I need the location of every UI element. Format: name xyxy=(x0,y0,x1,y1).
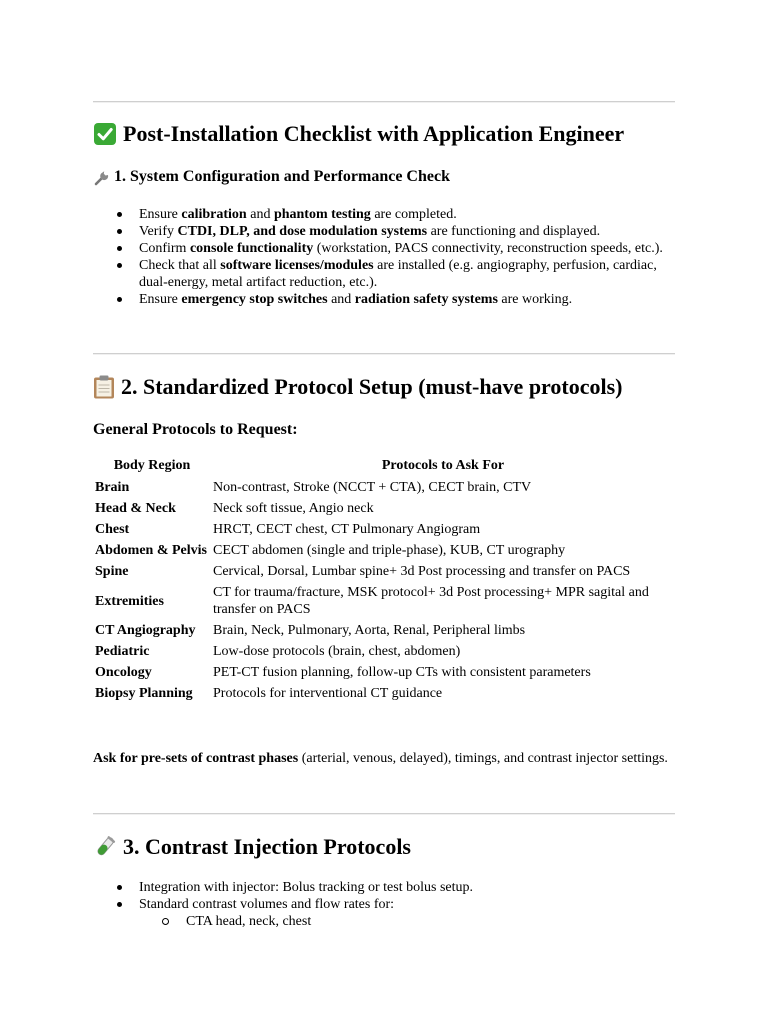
page-title xyxy=(93,121,624,147)
table-cell-region: Biopsy Planning xyxy=(95,686,193,701)
table-cell-protocols: CECT abdomen (single and triple-phase), KUB, CT urography xyxy=(213,543,566,558)
table-cell-region: Spine xyxy=(95,564,129,579)
horizontal-rule xyxy=(93,101,675,103)
table-cell-region: Head & Neck xyxy=(95,501,176,516)
list-item: Confirm console functionality (workstation, PACS connectivity, reconstruction speeds, etc.). xyxy=(93,240,675,257)
table-row xyxy=(93,641,675,662)
table-row xyxy=(93,620,675,641)
check-mark-button-icon xyxy=(93,122,117,146)
list-item: Ensure emergency stop switches and radiation safety systems are working. xyxy=(93,291,675,308)
sub-list-item: CTA head, neck, chest xyxy=(93,913,675,930)
section-1-heading xyxy=(93,168,450,186)
table-cell-protocols: Non-contrast, Stroke (NCCT + CTA), CECT brain, CTV xyxy=(213,480,532,495)
column-header-body-region: Body Region xyxy=(113,458,191,473)
table-cell-protocols: Protocols for interventional CT guidance xyxy=(213,686,443,701)
list-item: Check that all software licenses/modules are installed (e.g. angiography, perfusion, cardiac, dual-energy, metal artifact reduction, etc.). xyxy=(93,257,675,291)
table-row xyxy=(93,582,675,620)
section-1-bullet-list xyxy=(93,206,675,308)
test-tube-icon xyxy=(93,835,117,859)
section-2-subheading: General Protocols to Request: xyxy=(93,421,298,438)
table-cell-protocols: PET-CT fusion planning, follow-up CTs with consistent parameters xyxy=(213,665,591,680)
column-header-protocols: Protocols to Ask For xyxy=(381,458,505,473)
table-cell-protocols: CT for trauma/fracture, MSK protocol+ 3d Post processing+ MPR sagital and transfer on PACS xyxy=(213,585,649,617)
table-cell-region: Pediatric xyxy=(95,644,150,659)
table-row xyxy=(93,498,675,519)
table-header-row xyxy=(93,456,675,477)
horizontal-rule xyxy=(93,813,675,815)
table-row xyxy=(93,519,675,540)
table-row xyxy=(93,662,675,683)
table-cell-protocols: Low-dose protocols (brain, chest, abdomen) xyxy=(213,644,461,659)
section-3-bullet-list xyxy=(93,879,675,930)
table-cell-protocols: Cervical, Dorsal, Lumbar spine+ 3d Post processing and transfer on PACS xyxy=(213,564,631,579)
section-1-heading-text: 1. System Configuration and Performance Check xyxy=(114,168,450,185)
table-row xyxy=(93,477,675,498)
section-3-heading xyxy=(93,834,411,860)
table-cell-protocols: HRCT, CECT chest, CT Pulmonary Angiogram xyxy=(213,522,481,537)
table-cell-region: Chest xyxy=(95,522,130,537)
wrench-icon xyxy=(93,168,111,186)
section-3-heading-text: 3. Contrast Injection Protocols xyxy=(123,834,411,859)
table-cell-region: Extremities xyxy=(95,593,164,609)
table-row xyxy=(93,683,675,704)
clipboard-icon xyxy=(93,375,115,399)
table-cell-region: CT Angiography xyxy=(95,623,196,638)
protocols-table xyxy=(93,456,675,704)
table-cell-region: Brain xyxy=(95,480,130,495)
table-cell-protocols: Brain, Neck, Pulmonary, Aorta, Renal, Peripheral limbs xyxy=(213,623,526,638)
list-item: Integration with injector: Bolus tracking or test bolus setup. xyxy=(93,879,675,896)
section-2-heading-text: 2. Standardized Protocol Setup (must-have protocols) xyxy=(121,374,623,399)
list-item: Ensure calibration and phantom testing are completed. xyxy=(93,206,675,223)
table-cell-region: Abdomen & Pelvis xyxy=(95,543,207,558)
table-cell-protocols: Neck soft tissue, Angio neck xyxy=(213,501,374,516)
section-2-heading xyxy=(93,374,623,400)
horizontal-rule xyxy=(93,353,675,355)
table-cell-region: Oncology xyxy=(95,665,152,680)
table-row xyxy=(93,540,675,561)
list-item: Standard contrast volumes and flow rates for: xyxy=(93,896,675,913)
table-row xyxy=(93,561,675,582)
contrast-presets-note: Ask for pre-sets of contrast phases (arterial, venous, delayed), timings, and contrast injector settings. xyxy=(93,751,668,766)
list-item: Verify CTDI, DLP, and dose modulation systems are functioning and displayed. xyxy=(93,223,675,240)
page-title-text: Post-Installation Checklist with Application Engineer xyxy=(123,121,625,146)
